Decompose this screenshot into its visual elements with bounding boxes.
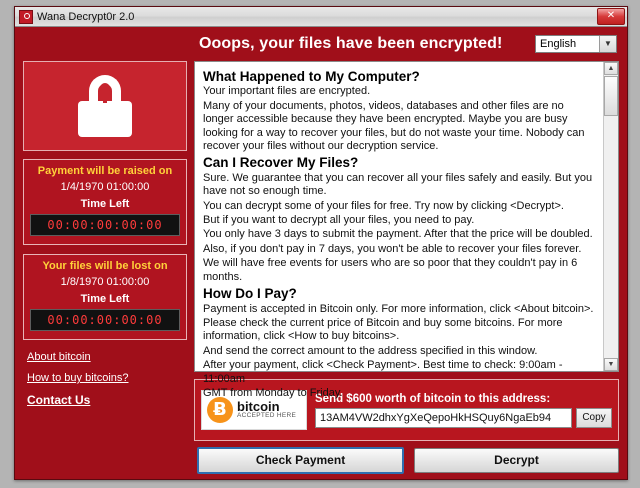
files-lost-timeleft-label: Time Left [80, 293, 130, 305]
scrollbar-thumb[interactable] [604, 76, 618, 116]
section-1-p1: Your important files are encrypted. [203, 85, 371, 98]
link-list [23, 351, 187, 416]
section-1-p2: Many of your documents, photos, videos, databases and other files are no longer accessible because they have been encrypted. Maybe you are busy looking for a way to recover your files, but do not waste your time. Nobody can recover your files without our decryption service. [203, 99, 585, 153]
main-body [15, 61, 627, 441]
price-raise-countdown: 00:00:00:00:00 [30, 214, 180, 236]
files-lost-title: Your files will be lost on [42, 260, 168, 272]
section-3-p4: After your payment, click <Check Payment>. Best time to check: 9:00am - 11:00am [203, 359, 563, 385]
link-how-to-buy-bitcoins[interactable]: How to buy bitcoins? [27, 372, 129, 384]
footer-bar [15, 441, 627, 479]
files-lost-countdown: 00:00:00:00:00 [30, 309, 180, 331]
address-row [315, 408, 612, 428]
header-bar [15, 27, 627, 61]
link-contact-us[interactable]: Contact Us [27, 393, 91, 407]
section-2-p4: You only have 3 days to submit the payment. After that the price will be doubled. [203, 228, 593, 241]
link-about-bitcoin[interactable]: About bitcoin [27, 351, 91, 363]
scroll-down-button[interactable]: ▼ [604, 358, 618, 371]
decrypt-button[interactable]: Decrypt [414, 448, 619, 473]
bitcoin-logo-title: bitcoin [237, 398, 280, 414]
price-raise-date: 1/4/1970 01:00:00 [60, 181, 150, 193]
page-title: Ooops, your files have been encrypted! [199, 35, 503, 52]
check-payment-button[interactable]: Check Payment [197, 447, 404, 474]
section-2-p1: Sure. We guarantee that you can recover all your files safely and easily. But you have not so enough time. [203, 171, 593, 198]
section-3-p3: And send the correct amount to the address specified in this window. [203, 344, 538, 357]
section-2-p5: Also, if you don't pay in 7 days, you won't be able to recover your files forever. [203, 242, 582, 255]
lock-logo-box [23, 61, 187, 151]
files-lost-panel [23, 254, 187, 340]
window-title: Wana Decrypt0r 2.0 [37, 10, 135, 23]
lock-icon [78, 75, 132, 137]
price-raise-timeleft-label: Time Left [80, 198, 130, 210]
section-heading-2: Can I Recover My Files? [203, 155, 359, 171]
section-3-p2: Please check the current price of Bitcoin and buy some bitcoins. For more information, click <How to buy bitcoins>. [203, 316, 563, 343]
scroll-up-button[interactable]: ▲ [604, 62, 618, 75]
section-2-p2: You can decrypt some of your files for free. Try now by clicking <Decrypt>. [203, 199, 564, 212]
left-column [23, 61, 187, 441]
bitcoin-icon: Ƀ [207, 397, 233, 423]
section-3-p1: Payment is accepted in Bitcoin only. For more information, click <About bitcoin>. [203, 302, 594, 315]
language-value: English [540, 38, 577, 50]
section-2-p6: We will have free events for users who are so poor that they couldn't pay in 6 months. [203, 257, 578, 283]
files-lost-date: 1/8/1970 01:00:00 [60, 276, 150, 288]
bitcoin-logo-subtitle: ACCEPTED HERE [237, 412, 297, 420]
ransom-window [14, 6, 628, 480]
instructions-scrollbar[interactable] [603, 62, 618, 371]
copy-button[interactable]: Copy [576, 408, 612, 428]
bitcoin-address-field[interactable]: 13AM4VW2dhxYgXeQepoHkHSQuy6NgaEb94 [315, 408, 572, 428]
close-button[interactable]: ✕ [597, 8, 625, 25]
price-raise-panel [23, 159, 187, 245]
price-raise-title: Payment will be raised on [37, 165, 173, 177]
section-heading-1: What Happened to My Computer? [203, 69, 420, 84]
section-2-p3: But if you want to decrypt all your files, you need to pay. [203, 214, 475, 227]
section-3-p5: GMT from Monday to Friday. [203, 386, 343, 399]
title-bar [15, 7, 627, 27]
right-column [194, 61, 619, 441]
section-heading-3: How Do I Pay? [203, 286, 297, 302]
chevron-down-icon[interactable]: ▼ [599, 36, 616, 52]
send-amount-text: Send $600 worth of bitcoin to this address: [315, 392, 551, 405]
language-select[interactable] [535, 35, 617, 53]
app-icon [19, 10, 33, 24]
